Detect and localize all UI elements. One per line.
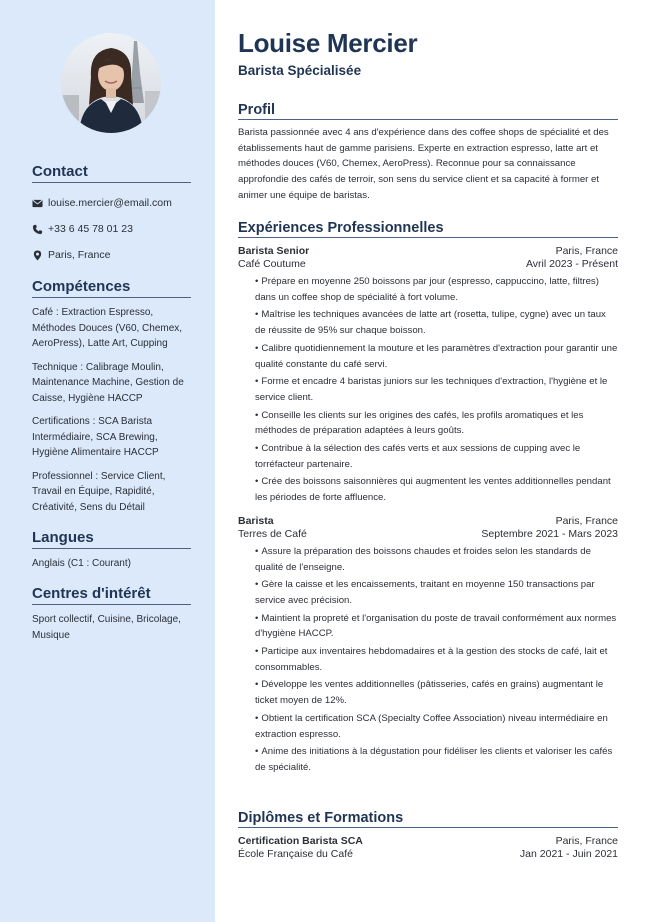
- languages-heading: Langues: [32, 529, 191, 549]
- location-row: [32, 242, 191, 268]
- phone-text[interactable]: +33 6 45 78 01 23: [48, 223, 133, 235]
- job-company: Terres de Café: [238, 527, 307, 540]
- skills-section: [32, 278, 191, 515]
- education-entry: [238, 835, 618, 860]
- skill-item: Professionnel : Service Client, Travail en Équipe, Rapidité, Créativité, Sens du Détail: [32, 470, 166, 513]
- education-heading: Diplômes et Formations: [238, 810, 618, 828]
- job-dates: Septembre 2021 - Mars 2023: [481, 527, 618, 540]
- job-entry: [238, 245, 618, 506]
- profile-text: Barista passionnée avec 4 ans d'expérience dans des coffee shops de spécialité et des établissements haut de gamme parisiens. Experte en extraction espresso, latte art et méthodes douces (V60, Chemex, AeroPress). Reconnue pour sa connaissance approfondie des cafés de terroir, son sens du service client et sa capacité à former et animer une équipe de baristas.: [238, 127, 609, 201]
- job-entry: [238, 515, 618, 776]
- list-item: • Développe les ventes additionnelles (pâtisseries, cafés en grains) augmentant le ticket moyen de 12%.: [255, 677, 618, 708]
- education-location: Paris, France: [555, 835, 618, 847]
- interests-text: Sport collectif, Cuisine, Bricolage, Musique: [32, 614, 181, 641]
- job-dates: Avril 2023 - Présent: [525, 258, 618, 270]
- job-title: Barista Senior: [238, 245, 310, 257]
- skill-item: Certifications : SCA Barista Intermédiaire, SCA Brewing, Hygiène Alimentaire HACCP: [32, 416, 159, 458]
- list-item: • Maîtrise les techniques avancées de latte art (rosetta, tulipe, cygne) avec un taux de réussite de 95% sur chaque boisson.: [255, 307, 618, 338]
- email-text[interactable]: louise.mercier@email.com: [48, 197, 172, 209]
- list-item: • Gère la caisse et les encaissements, traitant en moyenne 150 transactions par service avec précision.: [255, 577, 618, 608]
- skills-heading: Compétences: [32, 278, 191, 298]
- list-item: • Anime des initiations à la dégustation pour fidéliser les clients et valoriser les cafés de spécialité.: [255, 744, 618, 775]
- interests-section: [32, 585, 191, 643]
- education-section: [238, 810, 618, 860]
- education-dates: Jan 2021 - Juin 2021: [519, 848, 618, 860]
- experience-section: [238, 220, 618, 778]
- job-location: Paris, France: [555, 245, 618, 257]
- candidate-role: Barista Spécialisée: [238, 63, 362, 78]
- skill-item: Technique : Calibrage Moulin, Maintenance Machine, Gestion de Caisse, Hygiène HACCP: [32, 361, 184, 404]
- job-title: Barista: [238, 514, 274, 527]
- language-item: Anglais (C1 : Courant): [32, 558, 131, 569]
- list-item: • Crée des boissons saisonnières qui augmentent les ventes additionnelles pendant les périodes de forte affluence.: [255, 474, 618, 505]
- location-text: Paris, France: [48, 249, 111, 261]
- list-item: • Obtient la certification SCA (Specialty Coffee Association) niveau intermédiaire en extraction espresso.: [255, 711, 618, 742]
- job-bullets: [238, 274, 618, 506]
- interests-heading: Centres d'intérêt: [32, 585, 191, 605]
- portrait-image: [61, 33, 161, 133]
- list-item: • Maintient la propreté et l'organisation du poste de travail conformément aux normes d'hygiène HACCP.: [255, 611, 618, 642]
- candidate-name: Louise Mercier: [238, 28, 418, 58]
- phone-icon: [32, 224, 43, 235]
- job-bullets: [238, 544, 618, 776]
- location-pin-icon: [32, 250, 43, 261]
- email-row: [32, 190, 191, 216]
- profile-section: [238, 102, 618, 204]
- job-company: Café Coutume: [238, 258, 306, 270]
- list-item: • Prépare en moyenne 250 boissons par jour (espresso, cappuccino, latte, filtres) dans un coffee shop de spécialité à fort volume.: [255, 274, 618, 305]
- list-item: • Conseille les clients sur les origines des cafés, les profils aromatiques et les méthodes de préparation adaptées à leurs goûts.: [255, 408, 618, 439]
- experience-heading: Expériences Professionnelles: [238, 220, 618, 238]
- skill-item: Café : Extraction Espresso, Méthodes Douces (V60, Chemex, AeroPress), Latte Art, Cupping: [32, 307, 183, 349]
- envelope-icon: [32, 198, 43, 209]
- profile-heading: Profil: [238, 102, 618, 120]
- contact-heading: Contact: [32, 163, 191, 183]
- education-school: École Française du Café: [238, 848, 353, 860]
- list-item: • Forme et encadre 4 baristas juniors sur les techniques d'extraction, l'hygiène et le service client.: [255, 374, 618, 405]
- profile-photo: [61, 33, 161, 133]
- list-item: • Calibre quotidiennement la mouture et les paramètres d'extraction pour garantir une qualité constante du café servi.: [255, 341, 618, 372]
- list-item: • Contribue à la sélection des cafés verts et aux sessions de cupping avec le torréfacteur partenaire.: [255, 441, 618, 472]
- phone-row: [32, 216, 191, 242]
- languages-section: [32, 529, 191, 572]
- job-location: Paris, France: [555, 514, 618, 527]
- contact-section: [32, 163, 191, 268]
- list-item: • Participe aux inventaires hebdomadaires et à la gestion des stocks de café, lait et consommables.: [255, 644, 618, 675]
- education-title: Certification Barista SCA: [238, 835, 363, 847]
- list-item: • Assure la préparation des boissons chaudes et froides selon les standards de qualité de l'enseigne.: [255, 544, 618, 575]
